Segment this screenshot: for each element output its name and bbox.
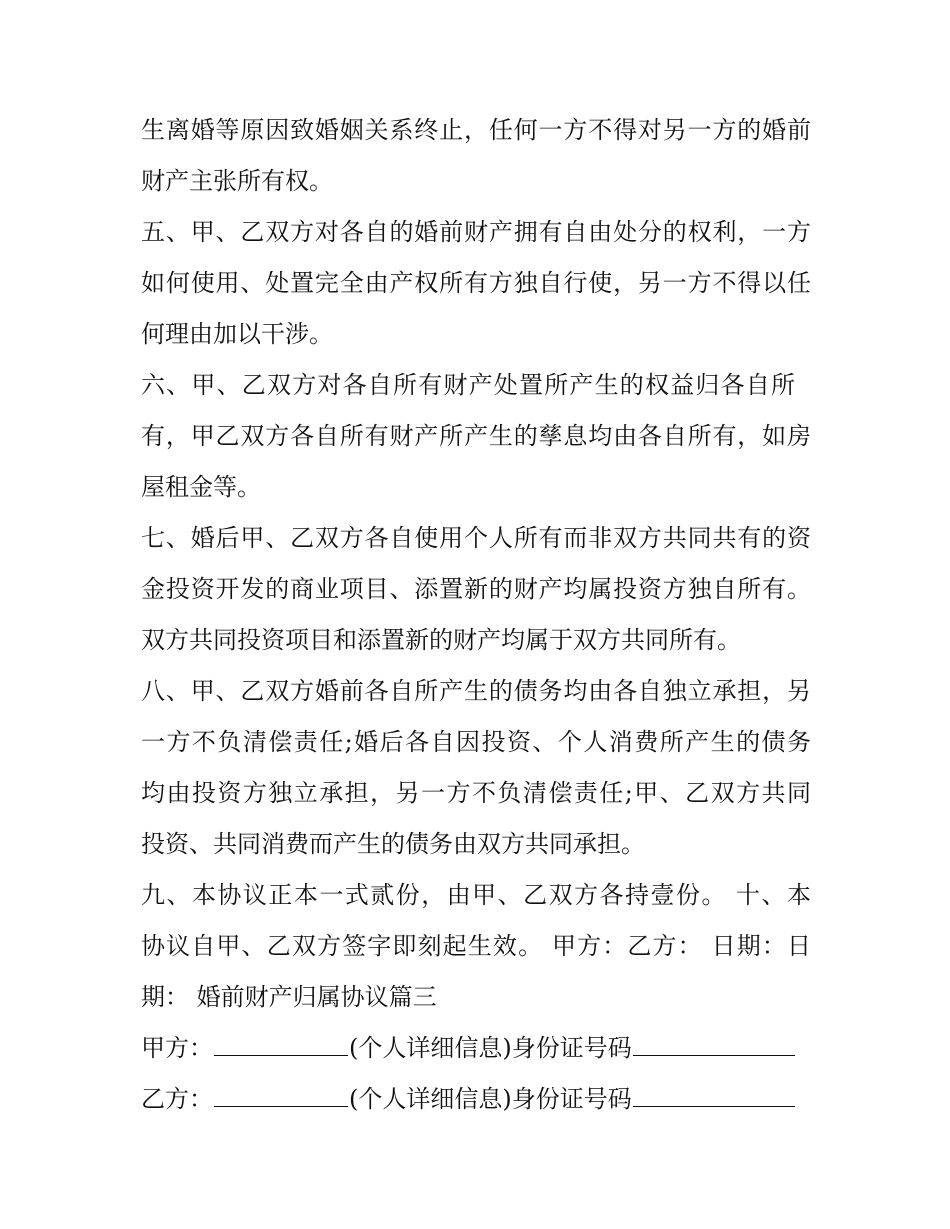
text-line: 屋租金等。 [141,473,261,501]
text-line: 六、甲、乙双方对各自所有财产处置所产生的权益归各自所 [141,371,797,399]
text-line: 九、本协议正本一式贰份，由甲、乙双方各持壹份。 十、本 [141,881,811,909]
text-line: 如何使用、处置完全由产权所有方独自行使，另一方不得以任 [141,269,811,297]
text-line: 期： 婚前财产归属协议篇三 [141,983,437,1011]
text-line: 协议自甲、乙双方签字即刻起生效。 甲方：乙方： 日期：日 [141,932,811,960]
party-a-name-blank[interactable] [214,1033,348,1056]
party-b-id-blank[interactable] [633,1084,795,1107]
text-line: 何理由加以干涉。 [141,320,333,348]
text-line: 七、婚后甲、乙双方各自使用个人所有而非双方共同共有的资 [141,524,811,552]
party-b-name-blank[interactable] [214,1084,348,1107]
personal-info-label: (个人详细信息)身份证号码 [349,1034,632,1062]
personal-info-label: (个人详细信息)身份证号码 [349,1085,632,1113]
party-a-id-blank[interactable] [633,1033,795,1056]
party-b-line [141,1084,796,1114]
party-a-label: 甲方： [141,1034,213,1062]
party-b-label: 乙方： [141,1085,213,1113]
text-line: 五、甲、乙双方对各自的婚前财产拥有自由处分的权利，一方 [141,218,811,246]
text-line: 有，甲乙双方各自所有财产所产生的孳息均由各自所有，如房 [141,422,811,450]
text-line: 财产主张所有权。 [141,167,333,195]
text-line: 均由投资方独立承担，另一方不负清偿责任;甲、乙双方共同 [141,779,811,807]
party-a-line [141,1033,796,1063]
text-line: 一方不负清偿责任;婚后各自因投资、个人消费所产生的债务 [141,728,811,756]
text-line: 生离婚等原因致婚姻关系终止，任何一方不得对另一方的婚前 [141,116,811,144]
text-line: 金投资开发的商业项目、添置新的财产均属投资方独自所有。 [141,575,811,603]
text-line: 八、甲、乙双方婚前各自所产生的债务均由各自独立承担，另 [141,677,811,705]
text-line: 投资、共同消费而产生的债务由双方共同承担。 [141,830,645,858]
text-line: 双方共同投资项目和添置新的财产均属于双方共同所有。 [141,626,741,654]
